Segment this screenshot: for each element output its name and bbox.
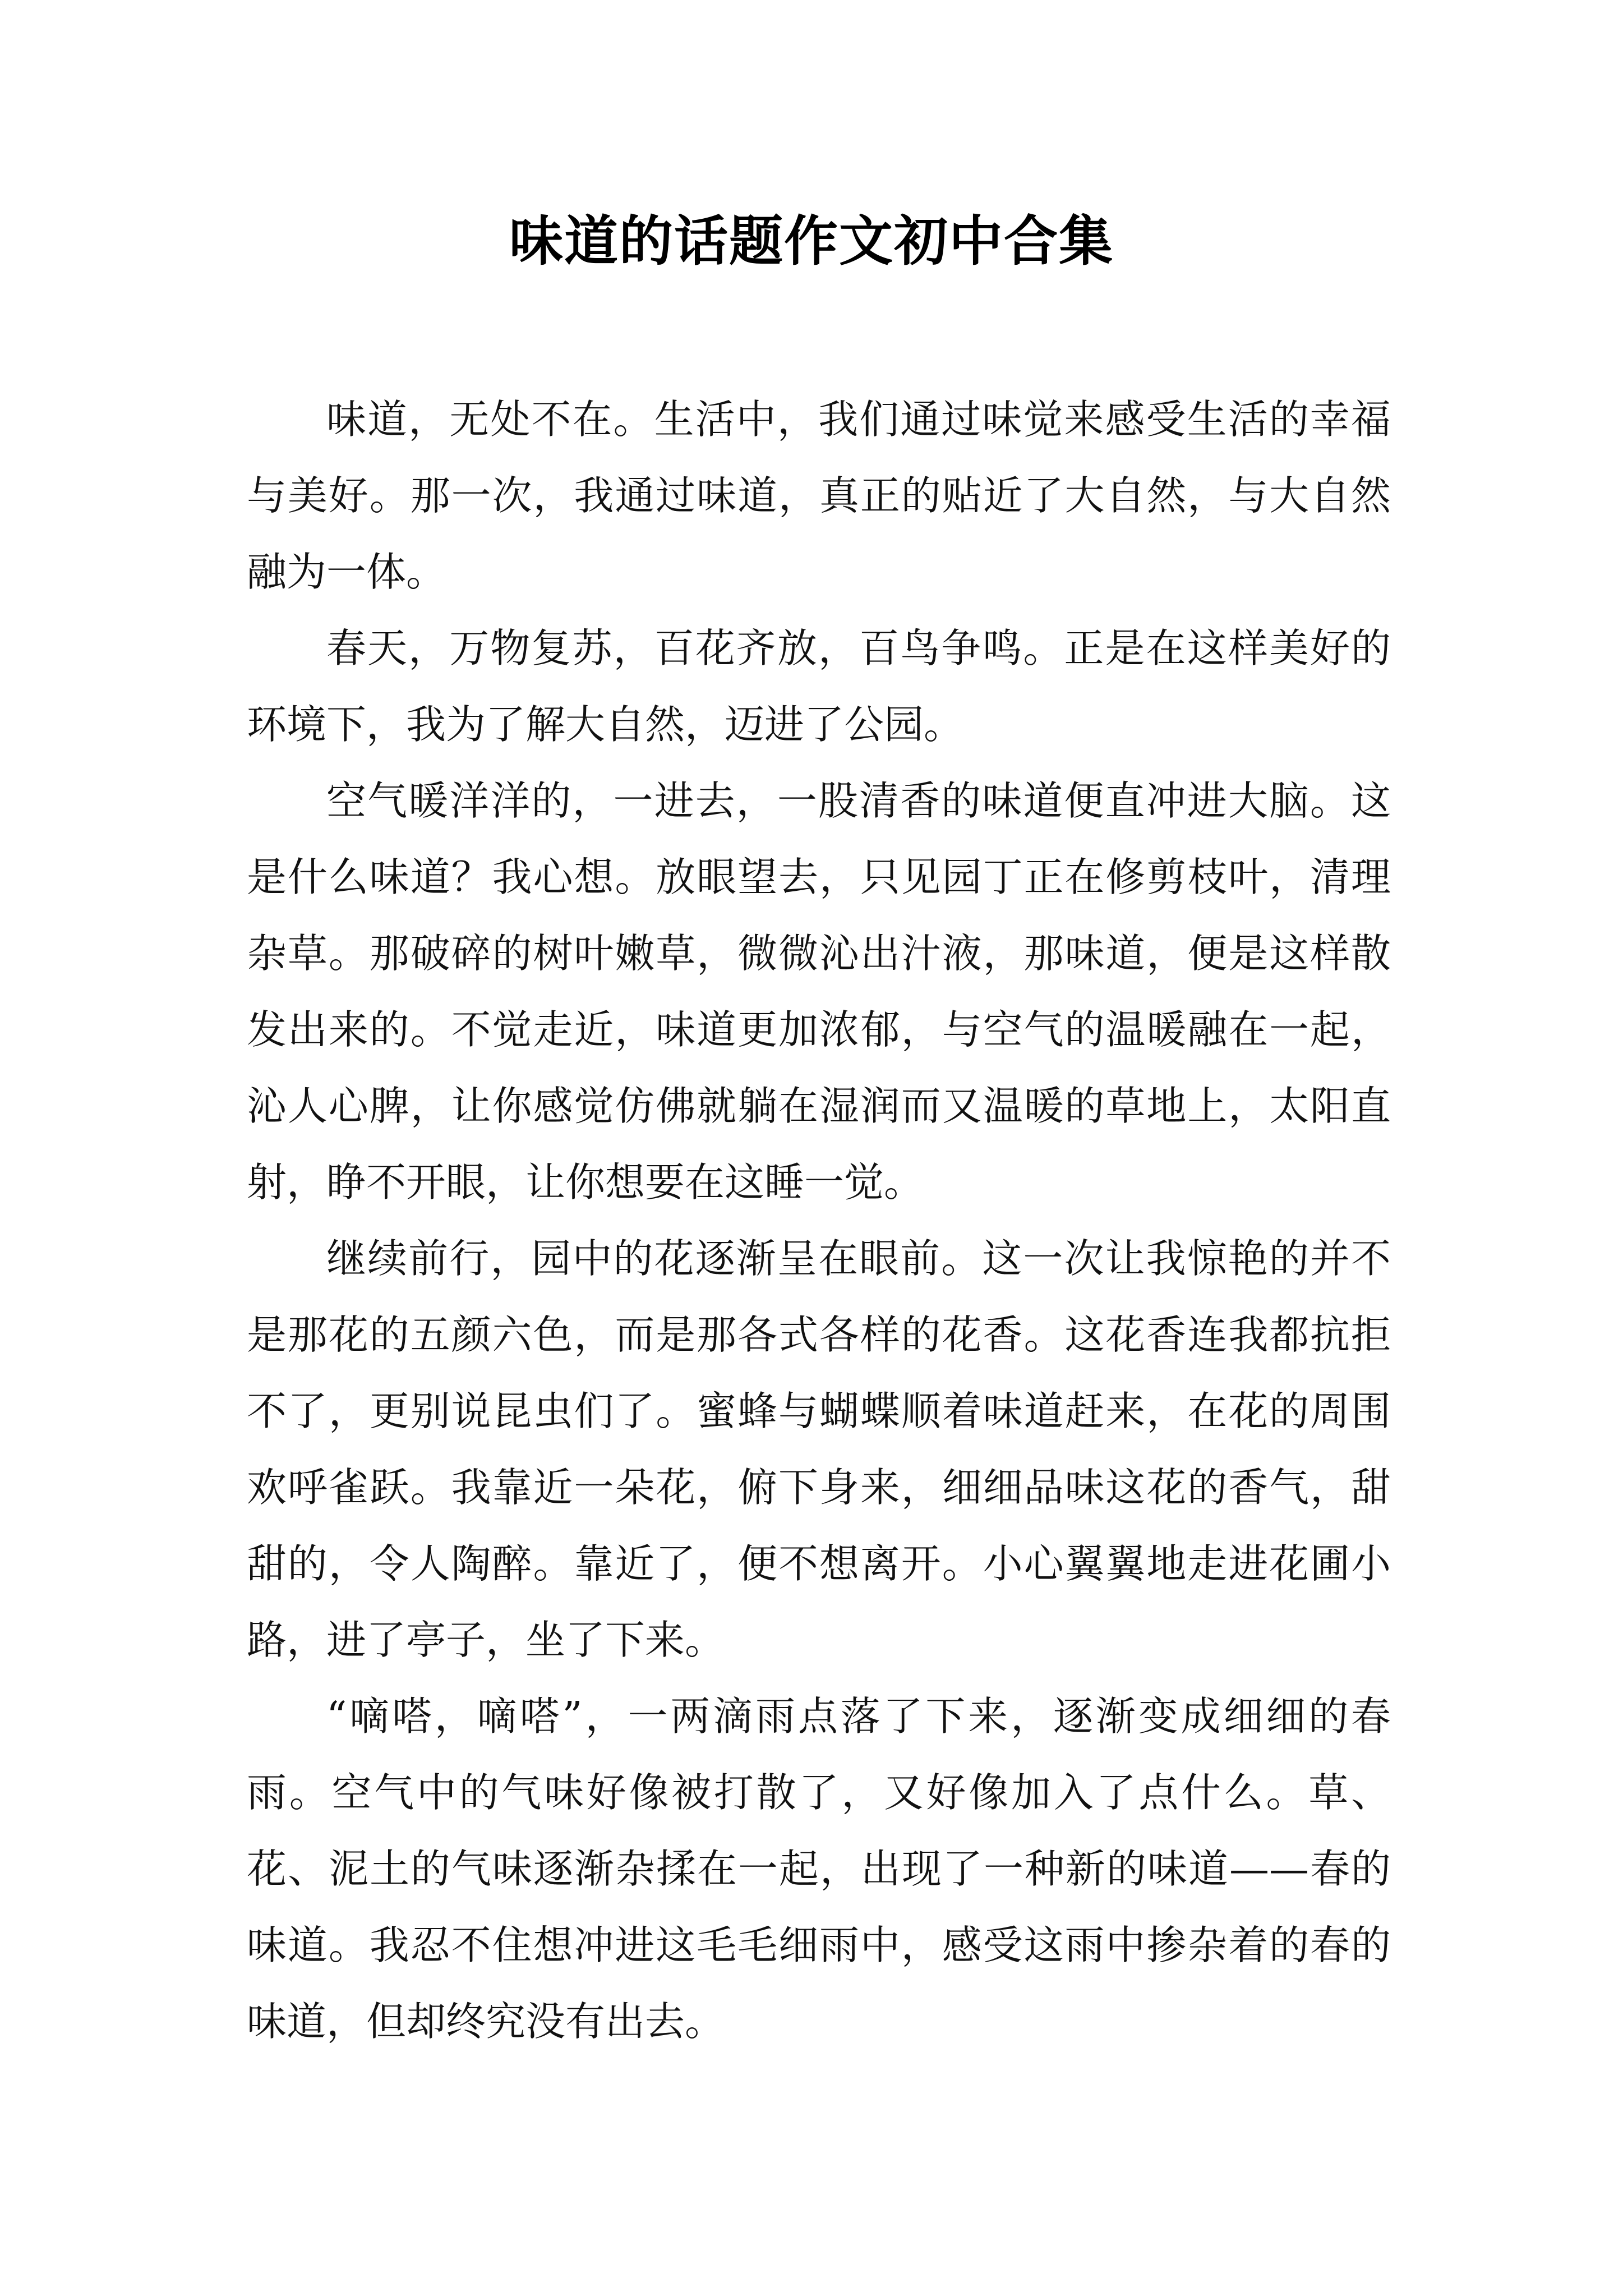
paragraph: “嘀嗒，嘀嗒”，一两滴雨点落了下来，逐渐变成细细的春雨。空气中的气味好像被打散了，又好像加入了点什么。草、花、泥土的气味逐渐杂揉在一起，出现了一种新的味道——春的味道。我忍不住想冲进这毛毛细雨中，感受这雨中掺杂着的春的味道，但却终究没有出去。 (247, 1693, 1391, 2045)
paragraph: 继续前行，园中的花逐渐呈在眼前。这一次让我惊艳的并不是那花的五颜六色，而是那各式各样的花香。这花香连我都抗拒不了，更别说昆虫们了。蜜蜂与蝴蝶顺着味道赶来，在花的周围欢呼雀跃。我靠近一朵花，俯下身来，细细品味这花的香气，甜甜的，令人陶醉。靠近了，便不想离开。小心翼翼地走进花圃小路，进了亭子，坐了下来。 (247, 1235, 1391, 1663)
paragraph: 味道，无处不在。生活中，我们通过味觉来感受生活的幸福与美好。那一次，我通过味道，真正的贴近了大自然，与大自然融为一体。 (247, 396, 1391, 595)
paragraph: 空气暖洋洋的，一进去，一股清香的味道便直冲进大脑。这是什么味道？我心想。放眼望去，只见园丁正在修剪枝叶，清理杂草。那破碎的树叶嫩草，微微沁出汁液，那味道，便是这样散发出来的。不觉走近，味道更加浓郁，与空气的温暖融在一起，沁人心脾，让你感觉仿佛就躺在湿润而又温暖的草地上，太阳直射，睁不开眼，让你想要在这睡一觉。 (247, 777, 1391, 1205)
page-title: 味道的话题作文初中合集 (509, 209, 1114, 273)
paragraph: 春天，万物复苏，百花齐放，百鸟争鸣。正是在这样美好的环境下，我为了解大自然，迈进了公园。 (247, 625, 1391, 748)
document-body (247, 381, 1391, 2060)
